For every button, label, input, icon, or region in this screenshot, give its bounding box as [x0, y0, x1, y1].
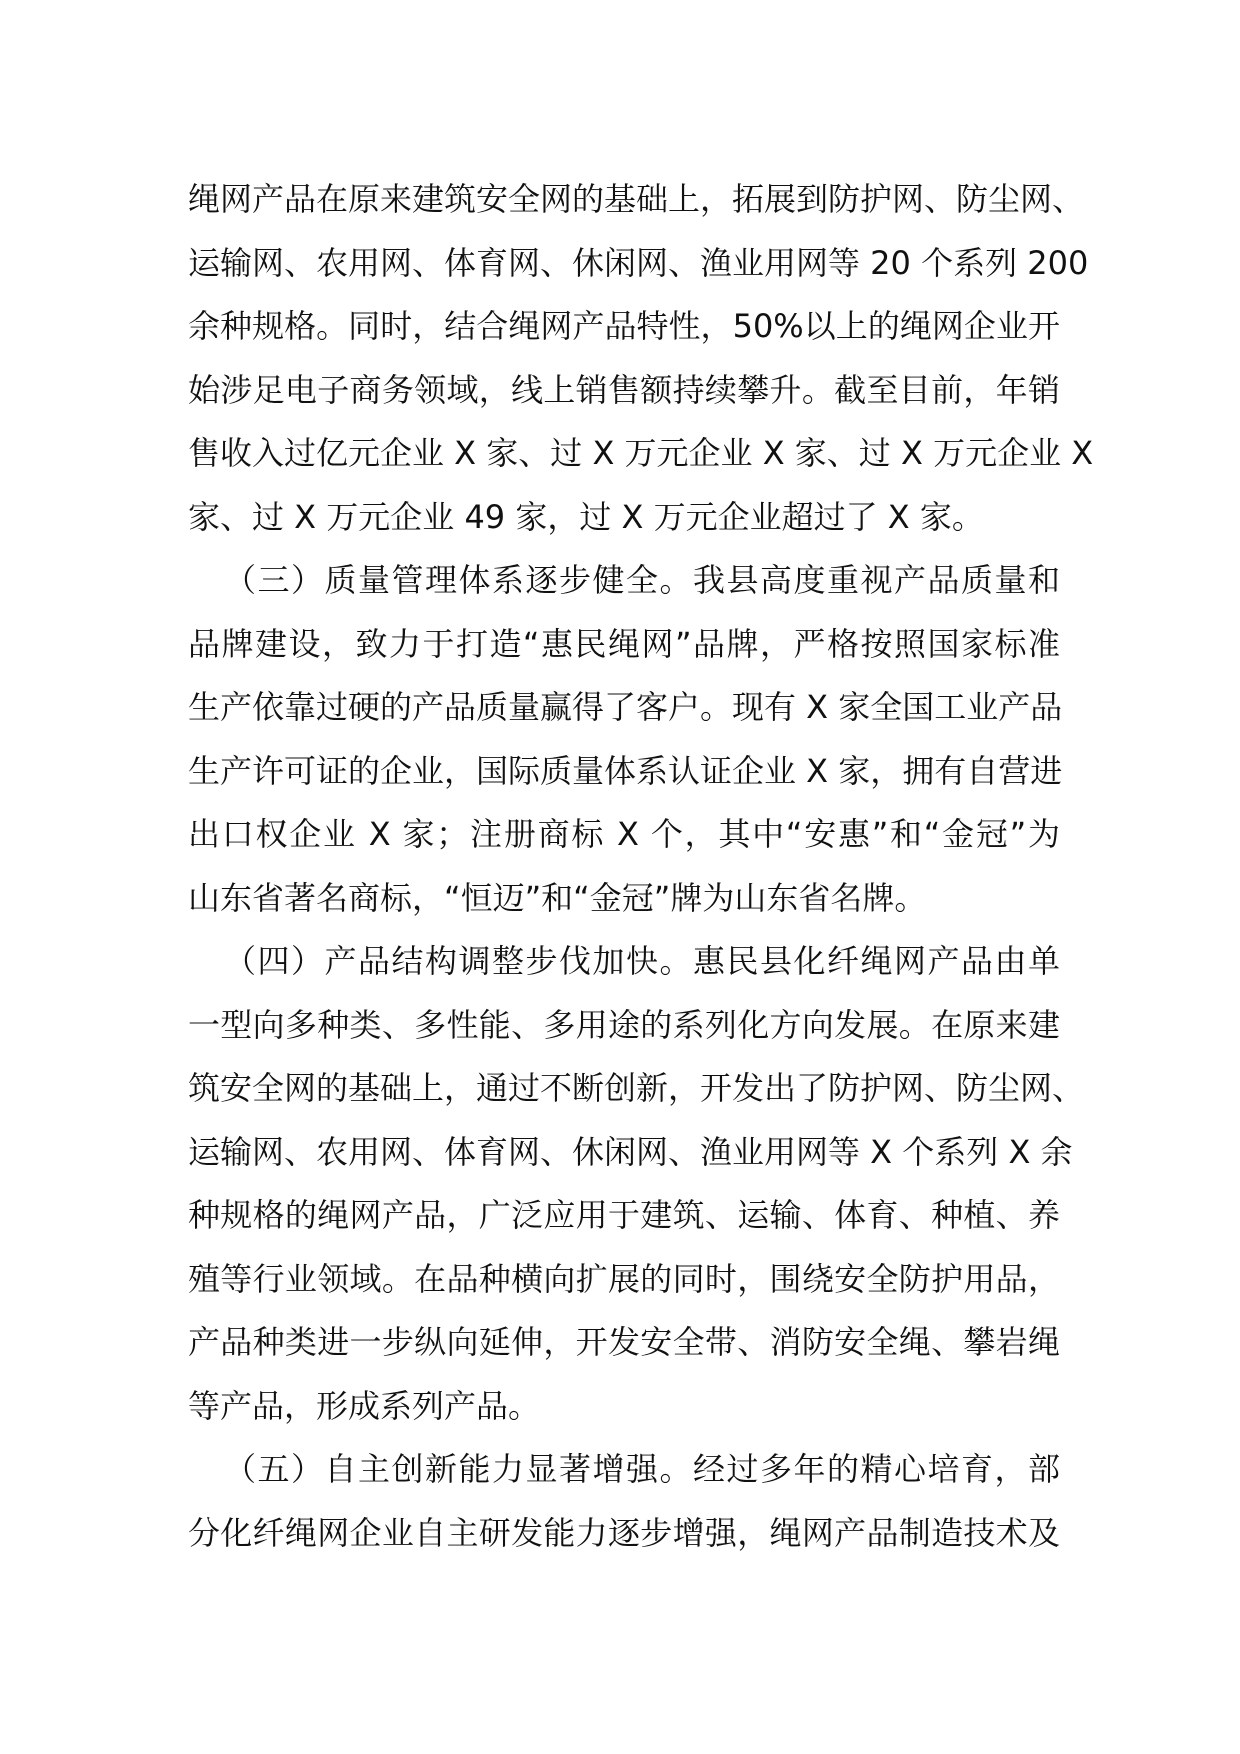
text-line: 等产品，形成系列产品。	[188, 1386, 541, 1425]
text-line: 殖等行业领域。在品种横向扩展的同时，围绕安全防护用品，	[188, 1259, 1060, 1298]
text-line: 产品种类进一步纵向延伸，开发安全带、消防安全绳、攀岩绳	[188, 1323, 1060, 1361]
text-line: （三）质量管理体系逐步健全。我县高度重视产品质量和	[224, 561, 1060, 599]
paragraph-product-structure	[188, 930, 1085, 1438]
text-line: 筑安全网的基础上，通过不断创新，开发出了防护网、防尘网、	[188, 1069, 1085, 1107]
text-line: 生产许可证的企业，国际质量体系认证企业 X 家，拥有自营进	[188, 751, 1063, 790]
text-line: 余种规格。同时，结合绳网产品特性，50%以上的绳网企业开	[188, 307, 1060, 345]
text-line: 始涉足电子商务领域，线上销售额持续攀升。截至目前，年销	[188, 370, 1060, 409]
text-line: （四）产品结构调整步伐加快。惠民县化纤绳网产品由单	[224, 942, 1060, 980]
text-line: 家、过 X 万元企业 49 家，过 X 万元企业超过了 X 家。	[188, 497, 984, 536]
text-line: 绳网产品在原来建筑安全网的基础上，拓展到防护网、防尘网、	[188, 180, 1085, 218]
text-line: 分化纤绳网企业自主研发能力逐步增强，绳网产品制造技术及	[188, 1513, 1060, 1552]
paragraph-product-range	[188, 168, 1094, 549]
text-line: 山东省著名商标，“恒迈”和“金冠”牌为山东省名牌。	[188, 878, 927, 917]
text-line: 运输网、农用网、体育网、休闲网、渔业用网等 20 个系列 200	[188, 243, 1089, 282]
text-line: 生产依靠过硬的产品质量赢得了客户。现有 X 家全国工业产品	[188, 688, 1063, 726]
text-line: 出口权企业 X 家；注册商标 X 个，其中“安惠”和“金冠”为	[188, 815, 1060, 853]
paragraph-quality-management	[188, 549, 1063, 930]
text-line: （五）自主创新能力显著增强。经过多年的精心培育，部	[224, 1450, 1060, 1488]
text-line: 运输网、农用网、体育网、休闲网、渔业用网等 X 个系列 X 余	[188, 1132, 1073, 1171]
text-line: 品牌建设，致力于打造“惠民绳网”品牌，严格按照国家标准	[188, 624, 1060, 663]
text-line: 售收入过亿元企业 X 家、过 X 万元企业 X 家、过 X 万元企业 X	[188, 434, 1094, 472]
document-page	[188, 168, 1094, 1565]
text-line: 一型向多种类、多性能、多用途的系列化方向发展。在原来建	[188, 1005, 1060, 1044]
paragraph-innovation	[188, 1438, 1060, 1565]
text-line: 种规格的绳网产品，广泛应用于建筑、运输、体育、种植、养	[188, 1196, 1060, 1234]
